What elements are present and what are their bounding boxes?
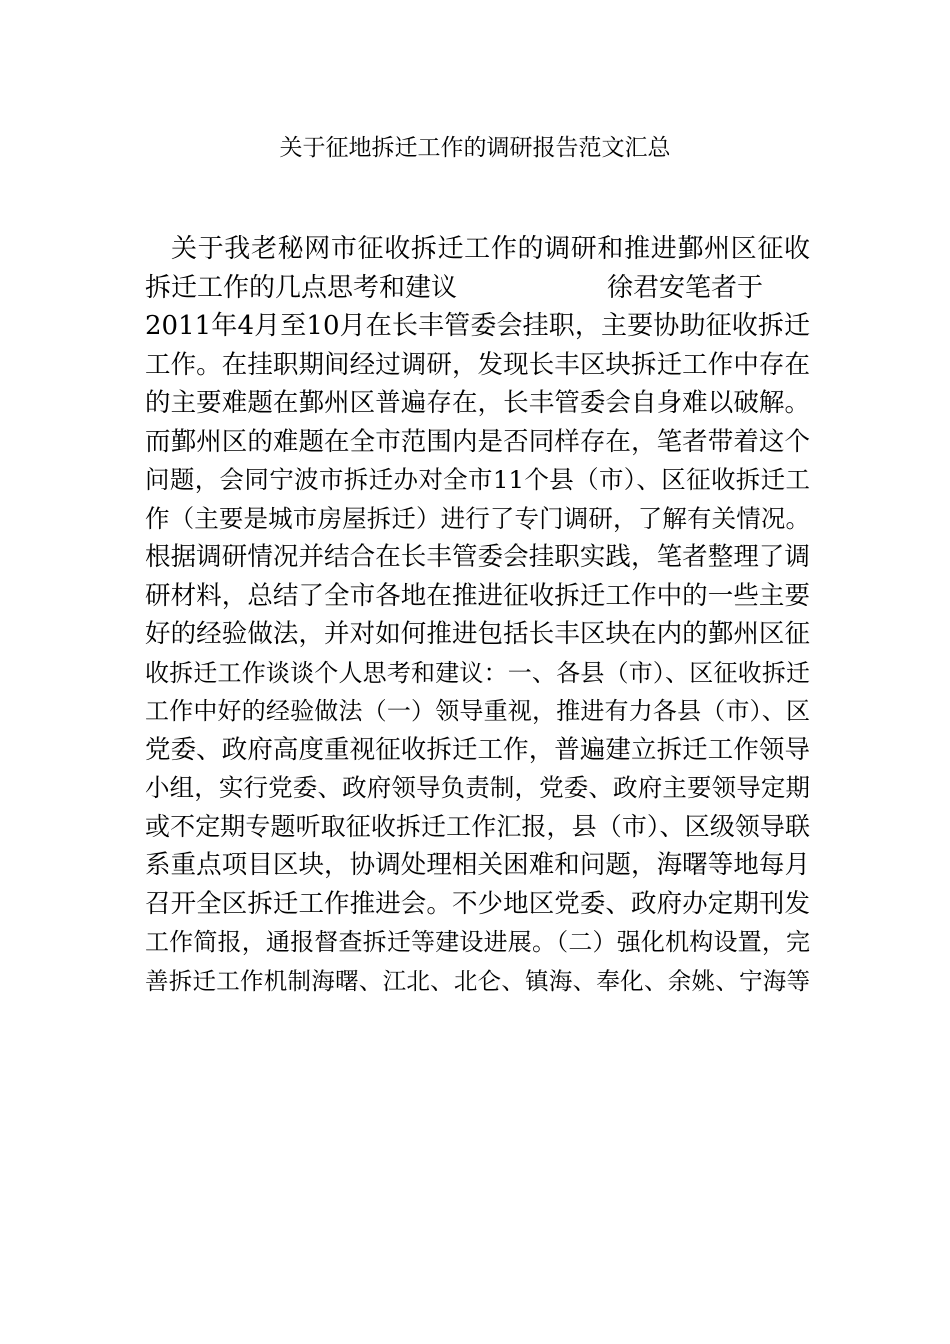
paragraph-line: 2011年4月至10月在长丰管委会挂职，主要协助征收拆迁 [145, 311, 810, 341]
paragraph-line: 系重点项目区块，协调处理相关困难和问题，海曙等地每月 [145, 850, 810, 880]
paragraph-line: 党委、政府高度重视征收拆迁工作，普遍建立拆迁工作领导 [145, 734, 810, 765]
paragraph-line: 工作。在挂职期间经过调研，发现长丰区块拆迁工作中存在 [145, 349, 810, 380]
paragraph-line: 的主要难题在鄞州区普遍存在，长丰管委会自身难以破解。 [145, 388, 810, 418]
paragraph-line: 根据调研情况并结合在长丰管委会挂职实践，笔者整理了调 [145, 542, 810, 572]
paragraph-line: 作（主要是城市房屋拆迁）进行了专门调研，了解有关情况。 [145, 503, 810, 533]
paragraph-line: 召开全区拆迁工作推进会。不少地区党委、政府办定期刊发 [145, 888, 810, 919]
paragraph-line: 问题，会同宁波市拆迁办对全市11个县（市）、区征收拆迁工 [145, 465, 810, 494]
paragraph-line: 关于我老秘网市征收拆迁工作的调研和推进鄞州区征收 [171, 234, 810, 264]
document-title: 关于征地拆迁工作的调研报告范文汇总 [279, 135, 671, 161]
paragraph-line: 研材料，总结了全市各地在推进征收拆迁工作中的一些主要 [145, 580, 810, 611]
paragraph-line: 或不定期专题听取征收拆迁工作汇报，县（市）、区级领导联 [145, 811, 810, 841]
paragraph-line: 善拆迁工作机制海曙、江北、北仑、镇海、奉化、余姚、宁海等 [145, 966, 810, 995]
paragraph-line: 小组，实行党委、政府领导负责制，党委、政府主要领导定期 [145, 773, 810, 802]
document-body [145, 230, 810, 1000]
paragraph-line: 工作中好的经验做法（一）领导重视，推进有力各县（市）、区 [145, 697, 810, 725]
paragraph-line: 工作简报，通报督查拆迁等建设进展。（二）强化机构设置，完 [145, 928, 810, 956]
paragraph-line: 收拆迁工作谈谈个人思考和建议：一、各县（市）、区征收拆迁 [145, 658, 810, 687]
author-text: 徐君安笔者于 [607, 272, 764, 303]
subtitle-text: 拆迁工作的几点思考和建议 [145, 272, 458, 303]
paragraph-line: 而鄞州区的难题在全市范围内是否同样存在，笔者带着这个 [145, 426, 810, 457]
paragraph-line [145, 269, 810, 308]
paragraph-line: 好的经验做法，并对如何推进包括长丰区块在内的鄞州区征 [145, 619, 810, 649]
